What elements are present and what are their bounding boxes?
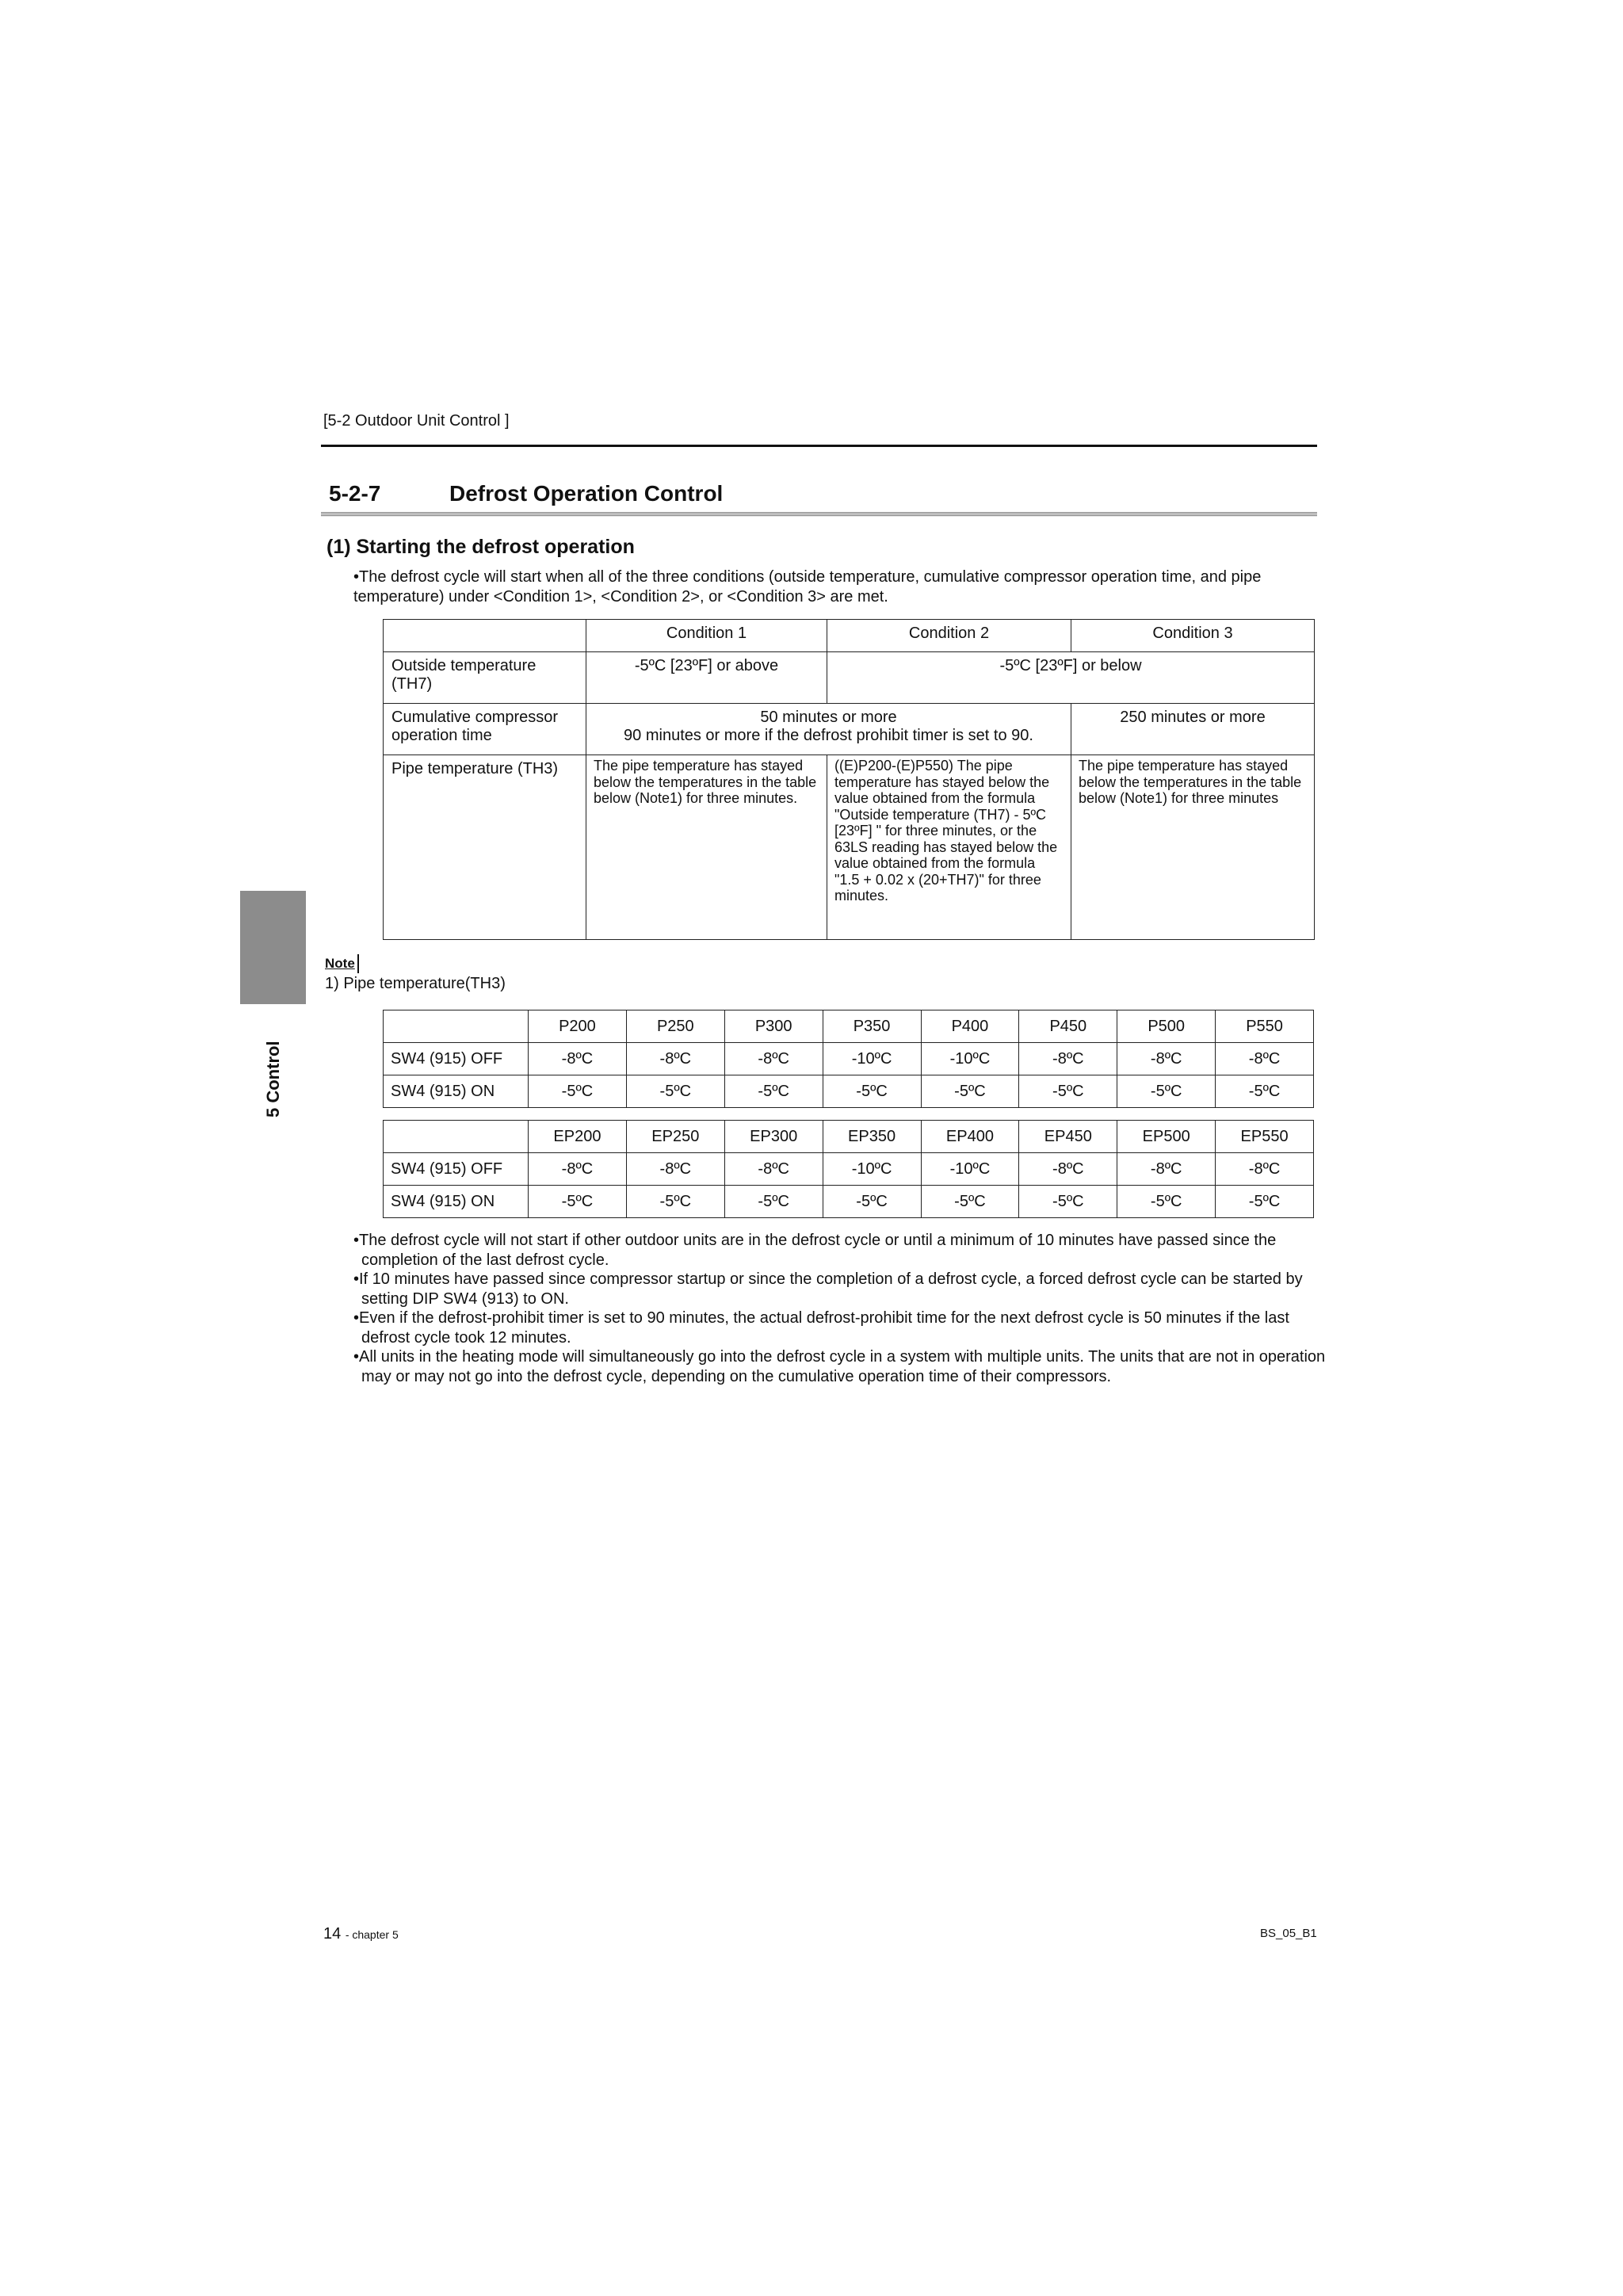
table-cell: -8ºC [1019, 1153, 1117, 1186]
model-header: EP300 [724, 1121, 823, 1153]
subsection-title: (1) Starting the defrost operation [327, 536, 635, 558]
compressor-time-line2: 90 minutes or more if the defrost prohibit timer is set to 90. [624, 727, 1033, 744]
table-cell: -5ºC [1019, 1186, 1117, 1218]
table-cell: -8ºC [1216, 1153, 1314, 1186]
list-item: •Even if the defrost-prohibit timer is set to 90 minutes, the actual defrost-prohibit time for the next defrost cycle is 50 minutes if the last defrost cycle took 12 minutes. [353, 1309, 1289, 1347]
footer-code: BS_05_B1 [1260, 1927, 1317, 1940]
table-cell: -8ºC [724, 1153, 823, 1186]
compressor-time-label: Cumulative compressor operation time [384, 704, 586, 755]
table-cell: -8ºC [1117, 1043, 1216, 1075]
model-header: P500 [1117, 1010, 1216, 1043]
ep-series-table [383, 1120, 1314, 1218]
model-header: P200 [529, 1010, 627, 1043]
p-series-table [383, 1010, 1314, 1108]
list-item: •All units in the heating mode will simultaneously go into the defrost cycle in a system with multiple units. The units that are not in operation may or may not go into the defrost cycle, depending on the cumulative operation time of their compressors. [353, 1348, 1326, 1385]
outside-temperature-cond1: -5ºC [23ºF] or above [586, 652, 827, 704]
table-cell: -8ºC [529, 1043, 627, 1075]
note-tag: Note [325, 954, 359, 973]
table-cell: -10ºC [823, 1153, 921, 1186]
model-header: EP550 [1216, 1121, 1314, 1153]
model-header: P350 [823, 1010, 921, 1043]
intro-paragraph: •The defrost cycle will start when all of the three conditions (outside temperature, cumulative compressor operation time, and pipe temperature) under <Condition 1>, <Condition 2>, or <Condition 3> are met. [353, 568, 1262, 606]
table-cell: -10ºC [921, 1153, 1019, 1186]
conditions-header-row [384, 620, 1315, 652]
table-cell: -8ºC [724, 1043, 823, 1075]
table-cell: -5ºC [1117, 1186, 1216, 1218]
conditions-table [383, 619, 1315, 940]
table-cell: -5ºC [1216, 1186, 1314, 1218]
list-item: •The defrost cycle will not start if other outdoor units are in the defrost cycle or until a minimum of 10 minutes have passed since the completion of the last defrost cycle. [353, 1232, 1277, 1269]
compressor-time-cond3: 250 minutes or more [1071, 704, 1315, 755]
pipe-temperature-row [384, 755, 1315, 940]
table-row [384, 1153, 1314, 1186]
table-row [384, 1075, 1314, 1108]
model-header: EP200 [529, 1121, 627, 1153]
ep-header-row [384, 1121, 1314, 1153]
pipe-temperature-cond1: The pipe temperature has stayed below the temperatures in the table below (Note1) for three minutes. [586, 755, 827, 940]
table-cell: -5ºC [1019, 1075, 1117, 1108]
table-cell: -5ºC [529, 1075, 627, 1108]
row-label: SW4 (915) OFF [384, 1153, 529, 1186]
table-cell: -8ºC [1019, 1043, 1117, 1075]
chapter-side-tab [240, 891, 306, 1004]
pipe-temperature-cond2: ((E)P200-(E)P550) The pipe temperature has stayed below the value obtained from the formula "Outside temperature (TH7) - 5ºC [23ºF] " for three minutes, or the 63LS reading has stayed below the value obtained from the formula "1.5 + 0.02 x (20+TH7)" for three minutes. [827, 755, 1071, 940]
bullet-list [353, 1231, 1328, 1386]
table-cell: -5ºC [724, 1075, 823, 1108]
compressor-time-line1: 50 minutes or more [760, 709, 897, 726]
breadcrumb: [5-2 Outdoor Unit Control ] [323, 412, 510, 430]
model-header: EP400 [921, 1121, 1019, 1153]
table-row [384, 1186, 1314, 1218]
table-cell: -5ºC [724, 1186, 823, 1218]
row-label: SW4 (915) OFF [384, 1043, 529, 1075]
compressor-time-row [384, 704, 1315, 755]
table-cell: -8ºC [626, 1153, 724, 1186]
table-cell: -5ºC [1216, 1075, 1314, 1108]
pipe-temperature-label: Pipe temperature (TH3) [384, 755, 586, 940]
table-cell: -10ºC [921, 1043, 1019, 1075]
model-header: P300 [724, 1010, 823, 1043]
model-header: EP250 [626, 1121, 724, 1153]
chapter-side-label: 5 Control [263, 1041, 283, 1117]
table-cell: -5ºC [823, 1075, 921, 1108]
table-cell: -5ºC [626, 1075, 724, 1108]
outside-temperature-label: Outside temperature (TH7) [384, 652, 586, 704]
table-cell: -5ºC [921, 1075, 1019, 1108]
model-header: P400 [921, 1010, 1019, 1043]
header-condition-3: Condition 3 [1071, 620, 1315, 652]
model-header: EP450 [1019, 1121, 1117, 1153]
table-cell: -8ºC [626, 1043, 724, 1075]
table-cell: -5ºC [921, 1186, 1019, 1218]
table-row [384, 1043, 1314, 1075]
table-cell: -5ºC [529, 1186, 627, 1218]
outside-temperature-cond23: -5ºC [23ºF] or below [827, 652, 1315, 704]
p-header-empty [384, 1010, 529, 1043]
row-label: SW4 (915) ON [384, 1186, 529, 1218]
p-header-row [384, 1010, 1314, 1043]
ep-header-empty [384, 1121, 529, 1153]
header-condition-1: Condition 1 [586, 620, 827, 652]
model-header: P450 [1019, 1010, 1117, 1043]
section-rule [321, 512, 1317, 517]
table-cell: -5ºC [1117, 1075, 1216, 1108]
footer-page [323, 1925, 399, 1943]
row-label: SW4 (915) ON [384, 1075, 529, 1108]
table-cell: -5ºC [626, 1186, 724, 1218]
model-header: P250 [626, 1010, 724, 1043]
note-item: 1) Pipe temperature(TH3) [325, 975, 506, 992]
compressor-time-cond12 [586, 704, 1071, 755]
section-number: 5-2-7 [329, 481, 381, 506]
table-cell: -8ºC [529, 1153, 627, 1186]
header-condition-2: Condition 2 [827, 620, 1071, 652]
model-header: EP350 [823, 1121, 921, 1153]
model-header: EP500 [1117, 1121, 1216, 1153]
outside-temperature-row [384, 652, 1315, 704]
section-title: Defrost Operation Control [449, 481, 724, 506]
table-cell: -10ºC [823, 1043, 921, 1075]
list-item: •If 10 minutes have passed since compressor startup or since the completion of a defrost cycle, a forced defrost cycle can be started by setting DIP SW4 (913) to ON. [353, 1270, 1303, 1308]
table-cell: -5ºC [823, 1186, 921, 1218]
table-cell: -8ºC [1117, 1153, 1216, 1186]
header-empty-cell [384, 620, 586, 652]
page-number: 14 [323, 1925, 342, 1943]
pipe-temperature-cond3: The pipe temperature has stayed below the temperatures in the table below (Note1) for three minutes [1071, 755, 1315, 940]
table-cell: -8ºC [1216, 1043, 1314, 1075]
model-header: P550 [1216, 1010, 1314, 1043]
footer-chapter: - chapter 5 [345, 1928, 399, 1941]
header-rule [321, 445, 1317, 447]
